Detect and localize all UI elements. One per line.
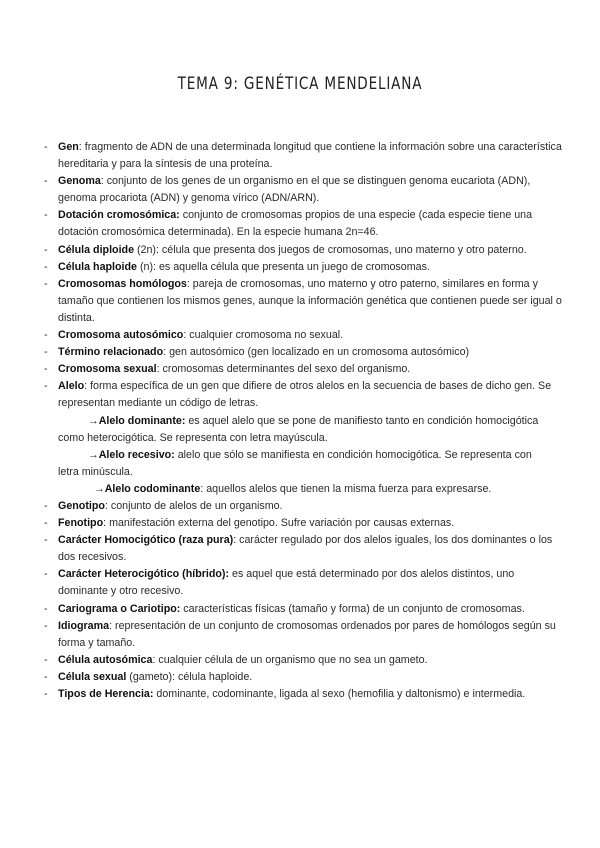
bullet-dash: -	[44, 141, 48, 153]
bullet-dash: -	[44, 380, 48, 393]
item-term: Célula haploide	[58, 260, 137, 273]
bullet-dash: -	[44, 602, 48, 615]
bullet-dash: -	[44, 619, 48, 632]
bullet-dash: -	[44, 175, 48, 188]
item-text: (gameto): célula haploide.	[126, 670, 253, 683]
bullet-dash: -	[44, 670, 48, 683]
arrow-icon: →	[88, 414, 99, 427]
item-term: Dotación cromosómica:	[58, 209, 180, 222]
item-term: Alelo	[58, 380, 85, 393]
item-term: Cariograma o Cariotipo:	[58, 602, 181, 615]
item-term: Gen	[58, 141, 79, 153]
sub-item-term: Alelo recesivo:	[98, 448, 175, 461]
item-text: : forma específica de un gen que difiere de otros alelos en la secuencia de bases de dicho gen. Se representan mediante un código de letras.	[58, 380, 552, 410]
item-text: (n): es aquella célula que presenta un juego de cromosomas.	[136, 260, 430, 273]
page-title: TEMA 9: GENÉTICA MENDELIANA	[177, 74, 423, 94]
item-text: : fragmento de ADN de una determinada longitud que contiene la información sobre una característica hereditaria y para la síntesis de una proteína.	[58, 141, 562, 171]
bullet-dash: -	[44, 209, 48, 222]
item-term: Cromosoma sexual	[58, 363, 157, 376]
item-term: Idiograma	[58, 619, 110, 632]
item-term: Término relacionado	[58, 346, 164, 359]
item-text: : cualquier célula de un organismo que no sea un gameto.	[152, 653, 428, 666]
item-text: : manifestación externa del genotipo. Sufre variación por causas externas.	[103, 517, 455, 530]
list-item	[44, 601, 564, 618]
item-term: Fenotipo	[58, 517, 104, 530]
bullet-dash: -	[44, 653, 48, 666]
list-item	[44, 276, 564, 327]
list-item	[44, 207, 564, 241]
bullet-dash: -	[44, 243, 48, 256]
list-item	[44, 378, 564, 412]
item-text: conjunto de cromosomas propios de una especie (cada especie tiene una dotación cromosómica determinada). En la especie humana 2n=46.	[58, 209, 533, 239]
list-item	[44, 618, 564, 652]
list-item	[44, 327, 564, 344]
item-text: es aquel que está determinado por dos alelos distintos, uno dominante y otro recesivo.	[58, 568, 515, 598]
bullet-dash: -	[44, 534, 48, 547]
sub-item-text-cont: letra minúscula.	[58, 465, 133, 478]
item-text: (2n): célula que presenta dos juegos de cromosomas, uno materno y otro paterno.	[134, 243, 527, 256]
list-item	[44, 532, 564, 566]
item-term: Célula sexual	[58, 670, 127, 683]
item-text: : cromosomas determinantes del sexo del organismo.	[156, 363, 411, 376]
sub-item-codominant	[94, 481, 564, 498]
item-term: Genotipo	[58, 499, 105, 512]
sub-item-dominant	[58, 413, 564, 447]
list-item	[44, 515, 564, 532]
item-text: : conjunto de alelos de un organismo.	[104, 499, 283, 512]
item-term: Tipos de Herencia:	[58, 688, 154, 700]
item-text: : carácter regulado por dos alelos iguales, los dos dominantes o los dos recesivos.	[58, 534, 553, 564]
item-text: : representación de un conjunto de cromosomas ordenados por pares de homólogos según su forma y tamaño.	[58, 619, 556, 649]
list-item	[44, 139, 564, 173]
bullet-dash: -	[44, 260, 48, 273]
sub-item-text: alelo que sólo se manifiesta en condición homocigótica. Se representa con	[174, 448, 532, 461]
bullet-dash: -	[44, 329, 48, 342]
sub-item-term: Alelo dominante:	[98, 414, 186, 427]
sub-item-term: Alelo codominante	[104, 482, 201, 495]
sub-item-text: es aquel alelo que se pone de manifiesto tanto en condición homocigótica	[185, 414, 539, 427]
item-term: Célula diploide	[58, 243, 135, 256]
bullet-dash: -	[44, 517, 48, 530]
sub-item-recessive	[58, 447, 564, 481]
sub-item-text-cont: como heterocigótica. Se representa con letra mayúscula.	[58, 431, 328, 444]
list-item	[44, 259, 564, 276]
definition-list	[44, 139, 564, 703]
item-term: Genoma	[58, 175, 101, 188]
bullet-dash: -	[44, 568, 48, 581]
list-item	[44, 566, 564, 600]
sub-item-text: : aquellos alelos que tienen la misma fuerza para expresarse.	[200, 482, 492, 495]
item-text: : gen autosómico (gen localizado en un cromosoma autosómico)	[163, 346, 470, 359]
bullet-dash: -	[44, 277, 48, 290]
bullet-dash: -	[44, 688, 48, 700]
list-item	[44, 669, 564, 686]
item-text: : pareja de cromosomas, uno materno y otro paterno, similares en forma y tamaño que contienen los mismos genes, aunque la información genética que contienen puede ser igual o distinta.	[58, 277, 562, 324]
list-item	[44, 344, 564, 361]
item-term: Carácter Heterocigótico (híbrido):	[58, 568, 230, 581]
item-term: Carácter Homocigótico (raza pura)	[58, 534, 234, 547]
arrow-icon: →	[94, 482, 105, 495]
bullet-dash: -	[44, 363, 48, 376]
item-text: : cualquier cromosoma no sexual.	[183, 329, 344, 342]
item-text: dominante, codominante, ligada al sexo (hemofilia y daltonismo) e intermedia.	[153, 688, 526, 700]
list-item	[44, 652, 564, 669]
bullet-dash: -	[44, 499, 48, 512]
item-term: Cromosomas homólogos	[58, 277, 187, 290]
list-item	[44, 173, 564, 207]
item-text: : conjunto de los genes de un organismo en el que se distinguen genoma eucariota (ADN), genoma procariota (ADN) y genoma vírico (ADN/ARN).	[58, 175, 531, 205]
list-item	[44, 686, 564, 703]
list-item	[44, 361, 564, 378]
item-text: características físicas (tamaño y forma) de un conjunto de cromosomas.	[180, 602, 525, 615]
arrow-icon: →	[88, 448, 99, 461]
item-term: Célula autosómica	[58, 653, 153, 666]
list-item	[44, 242, 564, 259]
list-item	[44, 498, 564, 515]
bullet-dash: -	[44, 346, 48, 359]
item-term: Cromosoma autosómico	[58, 329, 184, 342]
